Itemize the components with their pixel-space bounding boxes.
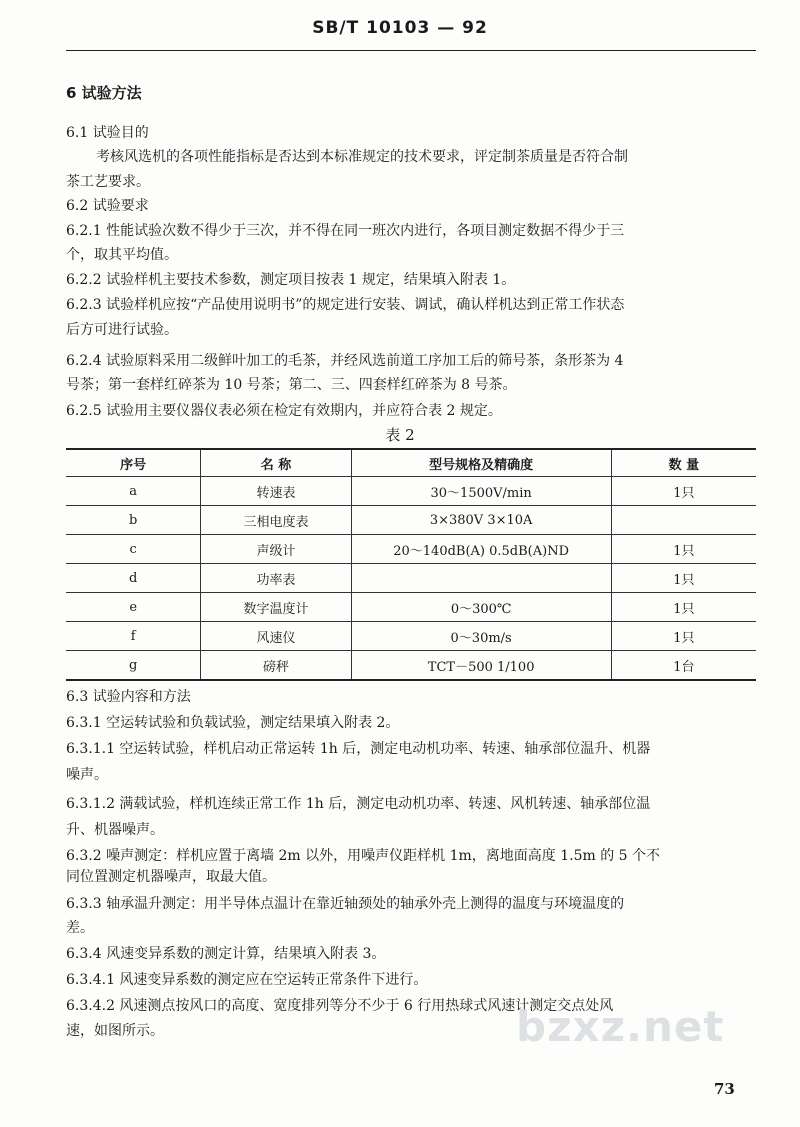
cell-serial: g bbox=[129, 657, 138, 673]
s6-3-1-2-line2: 升、机器噪声。 bbox=[66, 822, 164, 838]
standard-code-header: SB/T 10103 — 92 bbox=[312, 18, 488, 38]
cell-name: 声级计 bbox=[201, 535, 351, 564]
cell-name: 风速仪 bbox=[201, 622, 351, 651]
section-6-title: 6 试验方法 bbox=[66, 84, 142, 102]
header-spec: 型号规格及精确度 bbox=[351, 449, 611, 477]
s6-3-4-2-line1: 6.3.4.2 风速测点按风口的高度、宽度排列等分不少于 6 行用热球式风速计测定交点处风 bbox=[66, 998, 614, 1014]
table-header-row bbox=[66, 449, 756, 477]
s6-3-1-1-line1: 6.3.1.1 空运转试验，样机启动正常运转 1h 后，测定电动机功率、转速、轴承部位温升、机器 bbox=[66, 741, 651, 757]
instrument-table bbox=[66, 448, 756, 681]
table-row bbox=[66, 564, 756, 593]
cell-name: 转速表 bbox=[201, 477, 351, 506]
cell-name: 功率表 bbox=[201, 564, 351, 593]
cell-quantity bbox=[611, 506, 756, 535]
s6-1-text-line2: 茶工艺要求。 bbox=[66, 174, 150, 190]
s6-2-3-line2: 后方可进行试验。 bbox=[66, 322, 178, 338]
cell-spec: 20～140dB(A) 0.5dB(A)ND bbox=[351, 535, 611, 564]
s6-2-heading: 6.2 试验要求 bbox=[66, 198, 149, 214]
cell-quantity: 1只 bbox=[611, 622, 756, 651]
s6-2-3-line1: 6.2.3 试验样机应按“产品使用说明书”的规定进行安装、调试，确认样机达到正常工作状态 bbox=[66, 297, 625, 313]
cell-serial: a bbox=[66, 477, 201, 506]
table-row bbox=[66, 622, 756, 651]
s6-2-1-line2: 个，取其平均值。 bbox=[66, 247, 178, 263]
s6-3-2-line2: 同位置测定机器噪声，取最大值。 bbox=[66, 869, 276, 885]
cell-quantity: 1只 bbox=[611, 477, 756, 506]
s6-3-4-2-line2: 速，如图所示。 bbox=[66, 1023, 164, 1039]
cell-spec: TCT－500 1/100 bbox=[351, 651, 611, 681]
s6-2-1-line1: 6.2.1 性能试验次数不得少于三次，并不得在同一班次内进行，各项目测定数据不得少于三 bbox=[66, 223, 625, 239]
header-rule bbox=[66, 50, 756, 51]
s6-1-text-line1: 考核风选机的各项性能指标是否达到本标准规定的技术要求，评定制茶质量是否符合制 bbox=[96, 149, 628, 165]
cell-name: 数字温度计 bbox=[201, 593, 351, 622]
cell-spec: 0～30m/s bbox=[351, 622, 611, 651]
cell-serial: e bbox=[66, 593, 201, 622]
s6-3-4: 6.3.4 风速变异系数的测定计算，结果填入附表 3。 bbox=[66, 946, 386, 962]
cell-spec bbox=[351, 564, 611, 593]
s6-2-5: 6.2.5 试验用主要仪器仪表必须在检定有效期内，并应符合表 2 规定。 bbox=[66, 403, 502, 419]
cell-spec: 3×380V 3×10A bbox=[351, 506, 611, 535]
cell-quantity: 1只 bbox=[611, 593, 756, 622]
s6-3-3-line2: 差。 bbox=[66, 920, 94, 936]
header-quantity: 数 量 bbox=[611, 449, 756, 477]
cell-name: 三相电度表 bbox=[201, 506, 351, 535]
cell-serial: b bbox=[66, 506, 201, 535]
table-row bbox=[66, 593, 756, 622]
cell-quantity: 1只 bbox=[611, 564, 756, 593]
table-2-caption: 表 2 bbox=[385, 426, 415, 444]
s6-2-4-line2: 号茶；第一套样红碎茶为 10 号茶；第二、三、四套样红碎茶为 8 号茶。 bbox=[66, 377, 517, 393]
cell-quantity: 1只 bbox=[611, 535, 756, 564]
s6-3-3-line1: 6.3.3 轴承温升测定：用半导体点温计在靠近轴颈处的轴承外壳上测得的温度与环境温度的 bbox=[66, 896, 625, 912]
cell-serial: c bbox=[66, 535, 201, 564]
table-row bbox=[66, 651, 756, 681]
header-name: 名 称 bbox=[201, 449, 351, 477]
s6-2-2: 6.2.2 试验样机主要技术参数，测定项目按表 1 规定，结果填入附表 1。 bbox=[66, 272, 516, 288]
cell-serial: f bbox=[66, 622, 201, 651]
s6-3-1-2-line1: 6.3.1.2 满载试验，样机连续正常工作 1h 后，测定电动机功率、转速、风机转速、轴承部位温 bbox=[66, 796, 651, 812]
cell-spec: 30～1500V/min bbox=[351, 477, 611, 506]
s6-2-4-line1: 6.2.4 试验原料采用二级鲜叶加工的毛茶，并经风选前道工序加工后的筛号茶，条形茶为 4 bbox=[66, 353, 624, 369]
s6-1-heading: 6.1 试验目的 bbox=[66, 125, 149, 141]
s6-3-4-1: 6.3.4.1 风速变异系数的测定应在空运转正常条件下进行。 bbox=[66, 972, 428, 988]
header-serial: 序号 bbox=[66, 449, 201, 477]
cell-quantity: 1台 bbox=[611, 651, 756, 681]
s6-3-2-line1: 6.3.2 噪声测定：样机应置于离墙 2m 以外，用噪声仪距样机 1m，离地面高度 1.5m 的 5 个不 bbox=[66, 848, 661, 864]
cell-serial: d bbox=[66, 564, 201, 593]
site-watermark: bzxz.net bbox=[516, 1002, 725, 1051]
s6-3-heading: 6.3 试验内容和方法 bbox=[66, 689, 191, 705]
table-row bbox=[66, 506, 756, 535]
cell-spec: 0～300℃ bbox=[351, 593, 611, 622]
s6-3-1: 6.3.1 空运转试验和负载试验，测定结果填入附表 2。 bbox=[66, 715, 400, 731]
page-number: 73 bbox=[714, 1080, 735, 1098]
cell-name: 磅秤 bbox=[201, 651, 351, 681]
table-row bbox=[66, 535, 756, 564]
s6-3-1-1-line2: 噪声。 bbox=[66, 767, 108, 783]
table-row bbox=[66, 477, 756, 506]
